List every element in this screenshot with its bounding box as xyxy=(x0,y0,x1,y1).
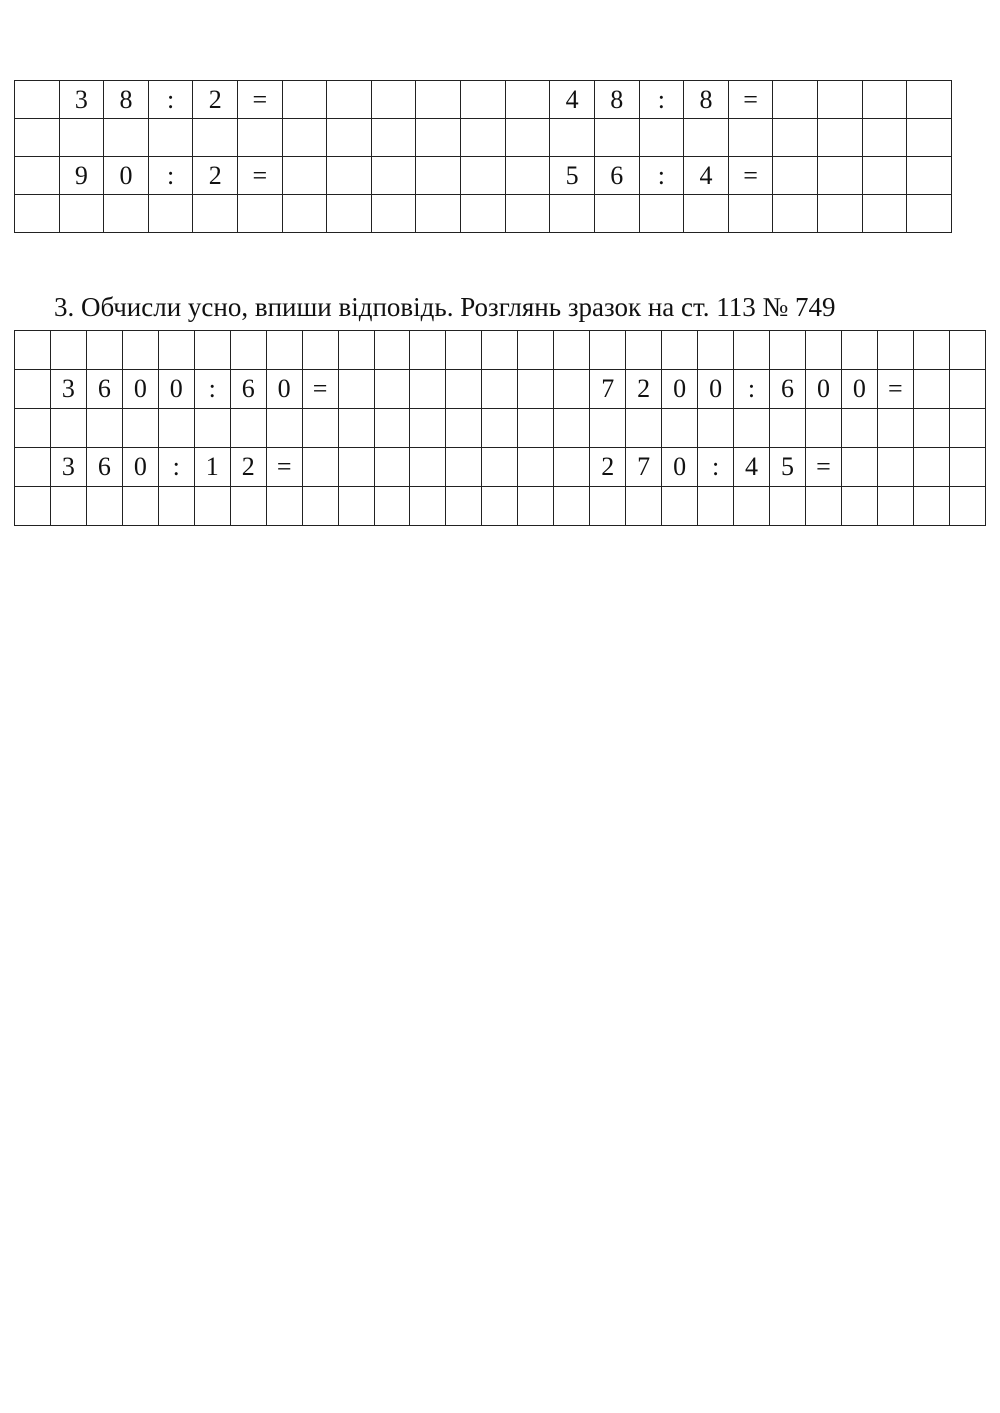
grid-cell[interactable] xyxy=(446,409,482,448)
grid-cell[interactable] xyxy=(446,448,482,487)
grid-cell[interactable] xyxy=(302,331,338,370)
grid-row xyxy=(15,370,986,409)
grid-cell[interactable] xyxy=(770,487,806,526)
grid-cell[interactable] xyxy=(877,409,913,448)
grid-cell[interactable] xyxy=(410,487,446,526)
grid-cell: 0 xyxy=(158,370,194,409)
grid-cell: 8 xyxy=(594,81,639,119)
grid-cell[interactable] xyxy=(446,331,482,370)
grid-cell[interactable] xyxy=(461,81,506,119)
grid-cell[interactable] xyxy=(734,409,770,448)
grid-cell[interactable] xyxy=(327,157,372,195)
grid-cell[interactable] xyxy=(907,195,952,233)
grid-cell[interactable] xyxy=(877,448,913,487)
grid-cell[interactable] xyxy=(684,195,729,233)
grid-cell[interactable] xyxy=(639,119,684,157)
grid-cell[interactable] xyxy=(86,487,122,526)
grid-cell[interactable] xyxy=(554,409,590,448)
grid-cell[interactable] xyxy=(461,119,506,157)
grid-cell[interactable] xyxy=(410,331,446,370)
grid-cell[interactable] xyxy=(913,370,949,409)
grid-cell[interactable] xyxy=(773,157,818,195)
grid-cell: 0 xyxy=(266,370,302,409)
grid-cell[interactable] xyxy=(518,448,554,487)
grid-cell: 0 xyxy=(662,448,698,487)
grid-cell[interactable] xyxy=(877,331,913,370)
grid-cell[interactable] xyxy=(238,119,283,157)
grid-cell: : xyxy=(194,370,230,409)
grid-cell: 4 xyxy=(734,448,770,487)
grid-cell[interactable] xyxy=(554,370,590,409)
grid-cell[interactable] xyxy=(949,331,985,370)
grid-cell[interactable] xyxy=(594,119,639,157)
grid-cell[interactable] xyxy=(416,119,461,157)
grid-cell[interactable] xyxy=(15,195,60,233)
grid-cell[interactable] xyxy=(817,157,862,195)
grid-cell[interactable] xyxy=(302,448,338,487)
grid-cell[interactable] xyxy=(518,409,554,448)
grid-cell[interactable] xyxy=(773,81,818,119)
grid-cell[interactable] xyxy=(773,119,818,157)
grid-cell[interactable] xyxy=(194,331,230,370)
grid-cell[interactable] xyxy=(590,331,626,370)
grid-cell: 0 xyxy=(122,370,158,409)
grid-row xyxy=(15,195,952,233)
grid-cell[interactable] xyxy=(86,331,122,370)
grid-cell[interactable] xyxy=(626,487,662,526)
grid-cell[interactable] xyxy=(266,487,302,526)
grid-cell[interactable] xyxy=(698,409,734,448)
grid-cell: : xyxy=(698,448,734,487)
grid-cell: 7 xyxy=(626,448,662,487)
grid-cell: 7 xyxy=(590,370,626,409)
grid-cell[interactable] xyxy=(949,409,985,448)
grid-cell[interactable] xyxy=(639,195,684,233)
grid-cell: 9 xyxy=(59,157,104,195)
grid-cell: 2 xyxy=(193,81,238,119)
grid-cell[interactable] xyxy=(416,195,461,233)
grid-cell[interactable] xyxy=(50,409,86,448)
grid-cell[interactable] xyxy=(410,409,446,448)
grid-cell[interactable] xyxy=(862,157,907,195)
grid-cell[interactable] xyxy=(949,487,985,526)
grid-cell[interactable] xyxy=(302,487,338,526)
grid-cell[interactable] xyxy=(518,487,554,526)
grid-cell[interactable] xyxy=(15,331,51,370)
grid-cell[interactable] xyxy=(841,448,877,487)
grid-cell[interactable] xyxy=(50,487,86,526)
grid-cell: 3 xyxy=(50,448,86,487)
grid-cell[interactable] xyxy=(15,370,51,409)
grid-cell[interactable] xyxy=(518,331,554,370)
grid-cell[interactable] xyxy=(15,487,51,526)
grid-cell[interactable] xyxy=(122,331,158,370)
grid-cell[interactable] xyxy=(805,487,841,526)
grid-cell[interactable] xyxy=(626,409,662,448)
grid-cell: = xyxy=(302,370,338,409)
grid-cell[interactable] xyxy=(550,119,595,157)
grid-cell: 8 xyxy=(684,81,729,119)
grid-cell[interactable] xyxy=(590,487,626,526)
grid-cell[interactable] xyxy=(862,119,907,157)
grid-cell[interactable] xyxy=(104,119,149,157)
grid-cell[interactable] xyxy=(15,157,60,195)
grid-cell[interactable] xyxy=(282,157,327,195)
grid-cell[interactable] xyxy=(482,487,518,526)
grid-cell[interactable] xyxy=(104,195,149,233)
grid-cell[interactable] xyxy=(371,81,416,119)
grid-cell: = xyxy=(238,81,283,119)
grid-cell[interactable] xyxy=(15,448,51,487)
grid-cell: 6 xyxy=(86,370,122,409)
grid-cell[interactable] xyxy=(15,81,60,119)
grid-cell: 6 xyxy=(230,370,266,409)
grid-cell[interactable] xyxy=(371,195,416,233)
grid-cell: 0 xyxy=(841,370,877,409)
grid-cell[interactable] xyxy=(554,487,590,526)
grid-cell[interactable] xyxy=(148,119,193,157)
grid-cell: = xyxy=(728,81,773,119)
grid-cell: 4 xyxy=(684,157,729,195)
grid-cell: 6 xyxy=(770,370,806,409)
grid-cell: 0 xyxy=(698,370,734,409)
division-grid-1 xyxy=(14,80,952,233)
grid-cell[interactable] xyxy=(410,370,446,409)
grid-cell[interactable] xyxy=(862,81,907,119)
grid-cell[interactable] xyxy=(773,195,818,233)
grid-cell[interactable] xyxy=(86,409,122,448)
grid-cell[interactable] xyxy=(302,409,338,448)
grid-cell[interactable] xyxy=(770,331,806,370)
grid-cell[interactable] xyxy=(913,487,949,526)
grid-cell: 2 xyxy=(626,370,662,409)
grid-cell: : xyxy=(639,81,684,119)
grid-row xyxy=(15,81,952,119)
grid-cell[interactable] xyxy=(734,331,770,370)
grid-cell[interactable] xyxy=(327,81,372,119)
grid-cell: : xyxy=(734,370,770,409)
grid-cell: : xyxy=(148,157,193,195)
grid-cell: 0 xyxy=(662,370,698,409)
grid-cell[interactable] xyxy=(194,487,230,526)
grid-cell[interactable] xyxy=(505,195,550,233)
grid-cell: = xyxy=(805,448,841,487)
grid-cell[interactable] xyxy=(907,81,952,119)
grid-cell[interactable] xyxy=(266,409,302,448)
grid-row xyxy=(15,487,986,526)
grid-row xyxy=(15,119,952,157)
grid-cell[interactable] xyxy=(282,195,327,233)
grid-cell[interactable] xyxy=(194,409,230,448)
grid-cell[interactable] xyxy=(15,119,60,157)
grid-cell: 0 xyxy=(805,370,841,409)
grid-cell: 8 xyxy=(104,81,149,119)
grid-row xyxy=(15,157,952,195)
grid-cell[interactable] xyxy=(907,119,952,157)
grid-cell[interactable] xyxy=(805,331,841,370)
grid-row xyxy=(15,409,986,448)
grid-cell[interactable] xyxy=(590,409,626,448)
grid-cell[interactable] xyxy=(841,331,877,370)
grid-cell[interactable] xyxy=(238,195,283,233)
grid-row xyxy=(15,331,986,370)
grid-cell: 2 xyxy=(230,448,266,487)
grid-cell[interactable] xyxy=(877,487,913,526)
grid-cell[interactable] xyxy=(550,195,595,233)
grid-cell[interactable] xyxy=(698,487,734,526)
grid-cell[interactable] xyxy=(594,195,639,233)
grid-cell[interactable] xyxy=(770,409,806,448)
grid-row xyxy=(15,448,986,487)
grid-cell[interactable] xyxy=(949,370,985,409)
grid-cell[interactable] xyxy=(416,157,461,195)
grid-cell[interactable] xyxy=(327,119,372,157)
grid-cell[interactable] xyxy=(374,409,410,448)
grid-cell[interactable] xyxy=(482,409,518,448)
grid-cell[interactable] xyxy=(371,119,416,157)
grid-cell: : xyxy=(148,81,193,119)
grid-cell[interactable] xyxy=(374,448,410,487)
grid-cell: 5 xyxy=(770,448,806,487)
grid-cell[interactable] xyxy=(626,331,662,370)
grid-cell[interactable] xyxy=(554,331,590,370)
grid-cell: 5 xyxy=(550,157,595,195)
grid-cell[interactable] xyxy=(461,195,506,233)
grid-cell[interactable] xyxy=(338,331,374,370)
grid-cell[interactable] xyxy=(230,409,266,448)
grid-cell[interactable] xyxy=(728,119,773,157)
grid-cell[interactable] xyxy=(59,119,104,157)
grid-cell: 1 xyxy=(194,448,230,487)
grid-cell[interactable] xyxy=(338,487,374,526)
grid-cell: = xyxy=(266,448,302,487)
grid-cell[interactable] xyxy=(505,81,550,119)
grid-cell[interactable] xyxy=(122,409,158,448)
grid-cell: 6 xyxy=(594,157,639,195)
grid-cell[interactable] xyxy=(15,409,51,448)
grid-cell[interactable] xyxy=(446,370,482,409)
grid-cell[interactable] xyxy=(817,119,862,157)
grid-cell[interactable] xyxy=(482,331,518,370)
grid-cell[interactable] xyxy=(913,448,949,487)
grid-cell[interactable] xyxy=(193,119,238,157)
grid-cell: 3 xyxy=(50,370,86,409)
grid-cell[interactable] xyxy=(505,157,550,195)
grid-cell[interactable] xyxy=(338,370,374,409)
grid-cell[interactable] xyxy=(374,370,410,409)
grid-cell[interactable] xyxy=(907,157,952,195)
grid-cell: = xyxy=(728,157,773,195)
grid-cell[interactable] xyxy=(862,195,907,233)
division-grid-2 xyxy=(14,330,986,526)
grid-cell[interactable] xyxy=(374,331,410,370)
grid-cell[interactable] xyxy=(158,331,194,370)
grid-cell[interactable] xyxy=(50,331,86,370)
grid-cell[interactable] xyxy=(817,81,862,119)
grid-cell[interactable] xyxy=(841,409,877,448)
grid-cell: 3 xyxy=(59,81,104,119)
grid-cell: 2 xyxy=(590,448,626,487)
grid-cell[interactable] xyxy=(662,409,698,448)
grid-cell[interactable] xyxy=(805,409,841,448)
grid-cell[interactable] xyxy=(122,487,158,526)
grid-cell[interactable] xyxy=(371,157,416,195)
grid-cell[interactable] xyxy=(505,119,550,157)
grid-cell[interactable] xyxy=(374,487,410,526)
grid-cell[interactable] xyxy=(148,195,193,233)
grid-cell[interactable] xyxy=(416,81,461,119)
grid-cell[interactable] xyxy=(482,448,518,487)
grid-cell[interactable] xyxy=(482,370,518,409)
grid-cell: 4 xyxy=(550,81,595,119)
grid-cell[interactable] xyxy=(684,119,729,157)
grid-cell: 0 xyxy=(104,157,149,195)
grid-cell[interactable] xyxy=(282,81,327,119)
grid-cell[interactable] xyxy=(266,331,302,370)
grid-cell[interactable] xyxy=(158,409,194,448)
grid-cell[interactable] xyxy=(193,195,238,233)
grid-cell: = xyxy=(238,157,283,195)
grid-cell[interactable] xyxy=(461,157,506,195)
grid-cell: 6 xyxy=(86,448,122,487)
grid-cell[interactable] xyxy=(338,448,374,487)
grid-cell[interactable] xyxy=(518,370,554,409)
grid-cell[interactable] xyxy=(446,487,482,526)
grid-cell: 2 xyxy=(193,157,238,195)
grid-cell[interactable] xyxy=(554,448,590,487)
grid-cell[interactable] xyxy=(410,448,446,487)
grid-cell[interactable] xyxy=(913,331,949,370)
grid-cell[interactable] xyxy=(841,487,877,526)
grid-cell[interactable] xyxy=(698,331,734,370)
grid-cell[interactable] xyxy=(662,487,698,526)
grid-cell[interactable] xyxy=(338,409,374,448)
grid-cell[interactable] xyxy=(282,119,327,157)
grid-cell[interactable] xyxy=(230,331,266,370)
grid-cell: = xyxy=(877,370,913,409)
grid-cell[interactable] xyxy=(734,487,770,526)
task-3-title: 3. Обчисли усно, впиши відповідь. Розглянь зразок на ст. 113 № 749 xyxy=(54,292,836,322)
grid-cell[interactable] xyxy=(728,195,773,233)
grid-cell[interactable] xyxy=(158,487,194,526)
grid-cell[interactable] xyxy=(59,195,104,233)
grid-cell: : xyxy=(639,157,684,195)
grid-cell[interactable] xyxy=(327,195,372,233)
grid-cell[interactable] xyxy=(913,409,949,448)
grid-cell: 0 xyxy=(122,448,158,487)
grid-cell[interactable] xyxy=(949,448,985,487)
grid-cell[interactable] xyxy=(817,195,862,233)
grid-cell[interactable] xyxy=(662,331,698,370)
grid-cell[interactable] xyxy=(230,487,266,526)
grid-cell: : xyxy=(158,448,194,487)
